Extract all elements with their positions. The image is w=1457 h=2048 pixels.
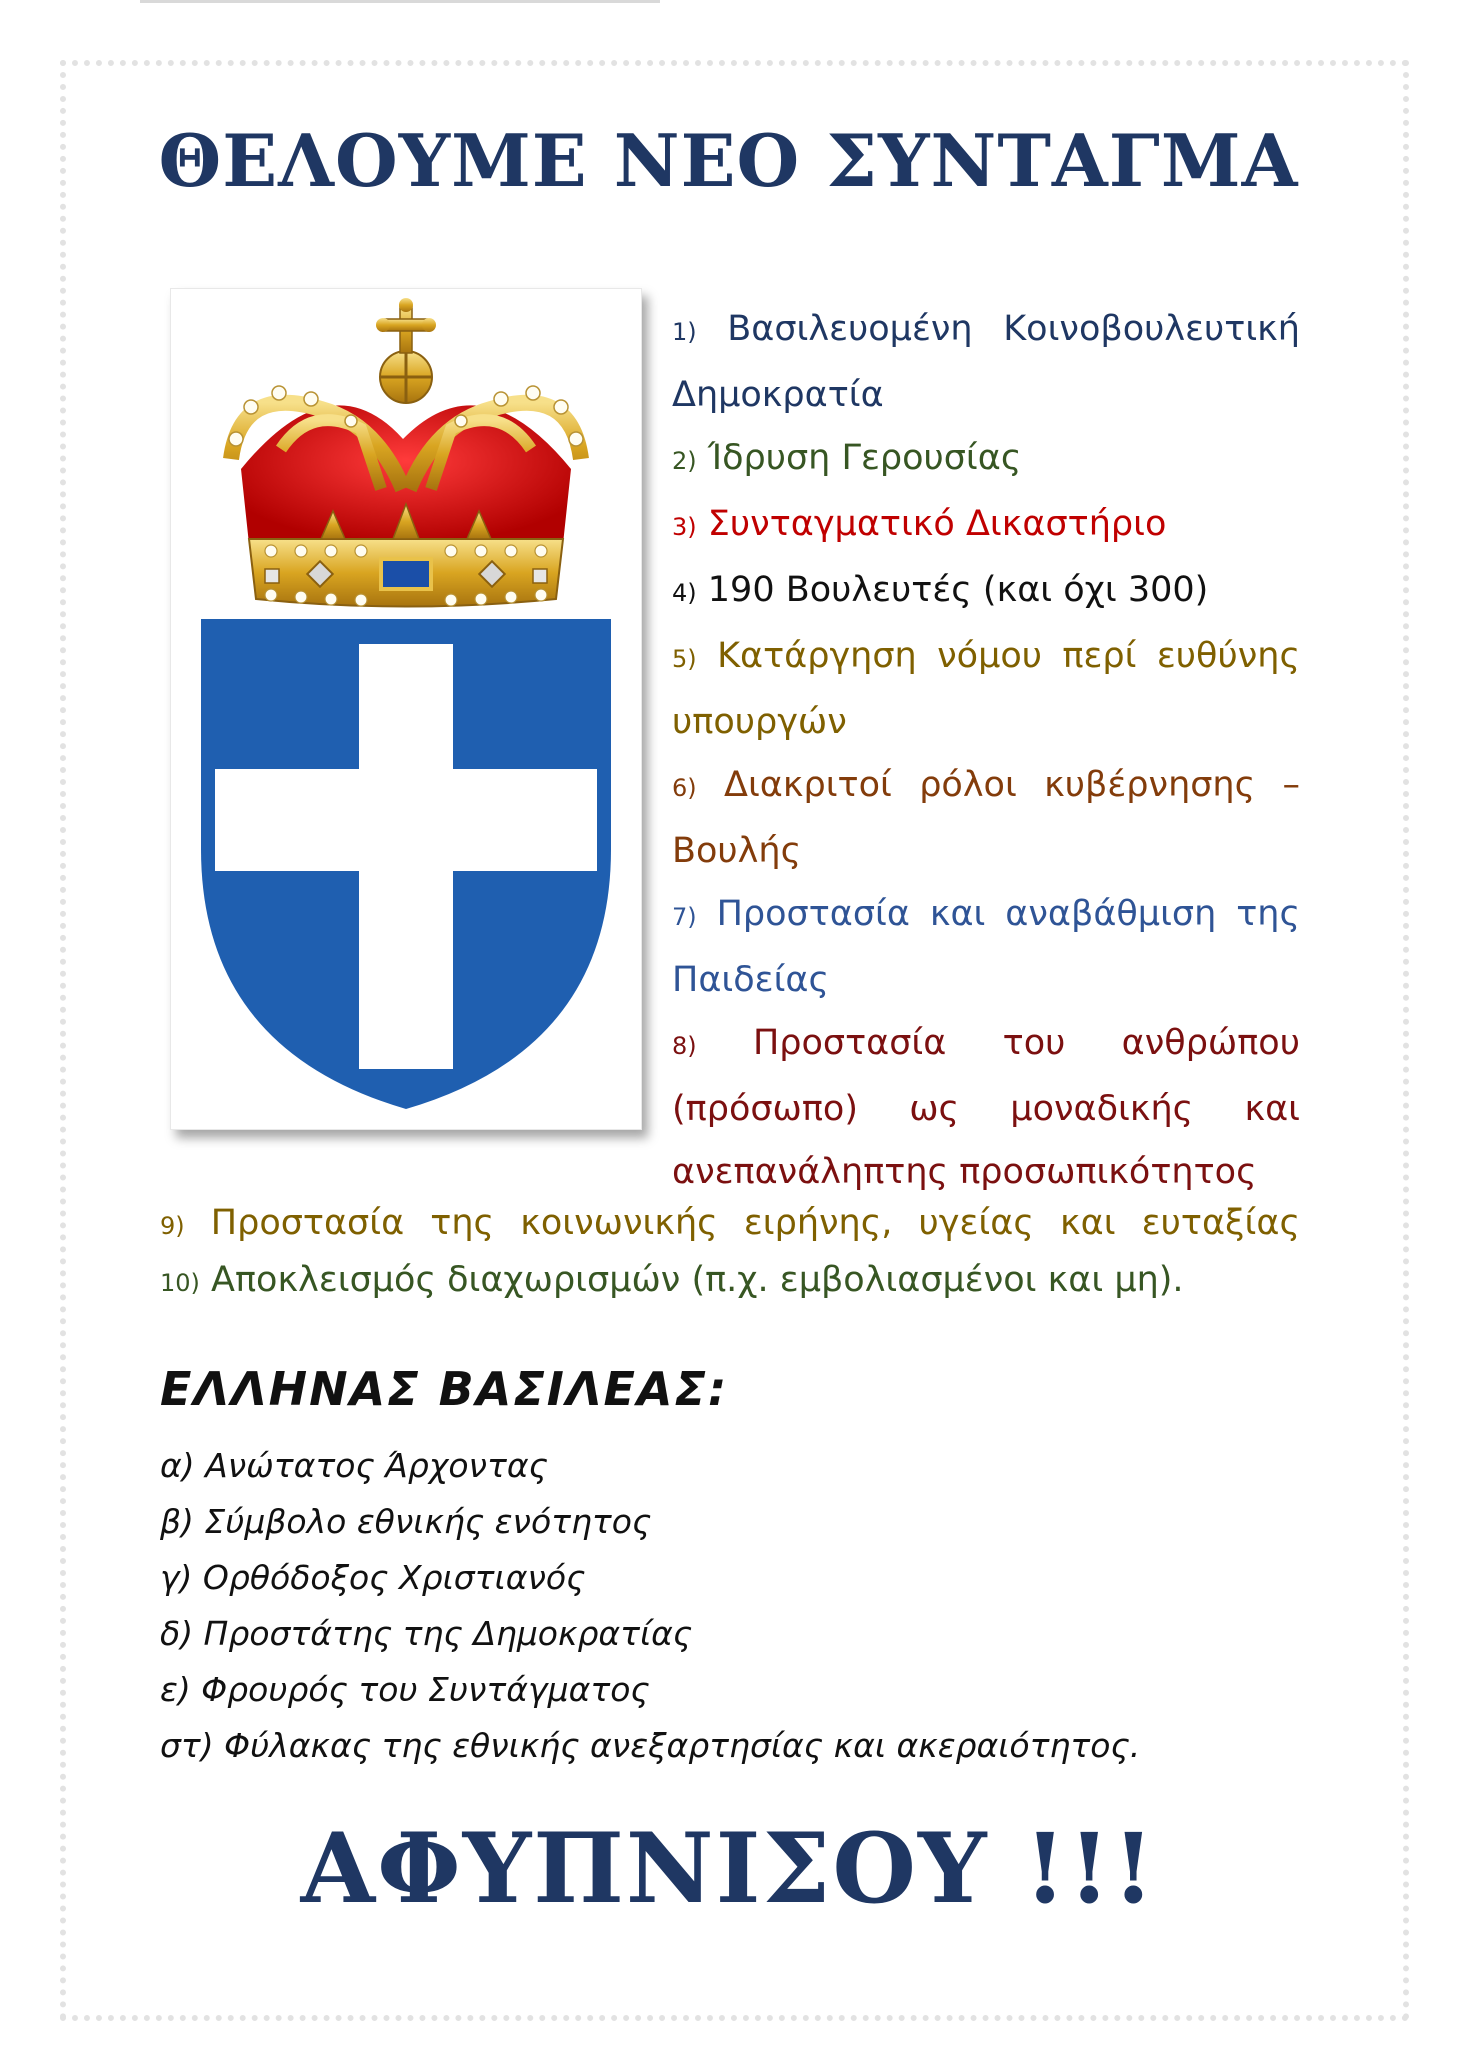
item-number: 6) <box>672 774 697 802</box>
demands-list <box>672 298 1300 1204</box>
item-number: 9) <box>160 1212 185 1240</box>
list-item <box>160 1253 1300 1310</box>
king-roles-list <box>160 1438 1260 1774</box>
list-item <box>672 625 1300 754</box>
demands-list-continued <box>160 1196 1300 1310</box>
list-item: στ) Φύλακας της εθνικής ανεξαρτησίας και ακεραιότητος. <box>160 1726 1141 1765</box>
list-item <box>672 427 1300 493</box>
list-item <box>160 1196 1300 1253</box>
list-item <box>672 559 1300 625</box>
list-item: α) Ανώτατος Άρχοντας <box>160 1446 548 1485</box>
closing-slogan: ΑΦΥΠΝΙΣΟΥ !!! <box>300 1812 1157 1925</box>
item-text: Συνταγματικό Δικαστήριο <box>707 504 1167 544</box>
list-item: ε) Φρουρός του Συντάγματος <box>160 1670 650 1709</box>
list-item: β) Σύμβολο εθνικής ενότητος <box>160 1502 652 1541</box>
item-text: 190 Βουλευτές (και όχι 300) <box>707 570 1209 610</box>
list-item <box>672 1012 1300 1204</box>
page-title: ΘΕΛΟΥΜΕ ΝΕΟ ΣΥΝΤΑΓΜΑ <box>158 118 1299 203</box>
item-text: Βασιλευομένη Κοινοβουλευτική Δημοκρατία <box>672 309 1300 415</box>
item-number: 2) <box>672 447 697 475</box>
item-number: 8) <box>672 1032 697 1060</box>
item-text: Διακριτοί ρόλοι κυβέρνησης – Βουλής <box>672 765 1300 871</box>
item-number: 10) <box>160 1269 200 1297</box>
list-item <box>672 754 1300 883</box>
item-number: 7) <box>672 903 697 931</box>
coat-of-arms-frame <box>170 288 642 1130</box>
list-item: γ) Ορθόδοξος Χριστιανός <box>160 1558 586 1597</box>
item-text: Προστασία και αναβάθμιση της Παιδείας <box>672 894 1300 1000</box>
item-number: 3) <box>672 513 697 541</box>
list-item: δ) Προστάτης της Δημοκρατίας <box>160 1614 693 1653</box>
greek-royal-coat-of-arms-icon <box>171 289 641 1129</box>
item-text: Ίδρυση Γερουσίας <box>707 438 1022 478</box>
list-item <box>672 493 1300 559</box>
top-edge-mark <box>140 0 660 3</box>
item-number: 1) <box>672 318 697 346</box>
item-text: Αποκλεισμός διαχωρισμών (π.χ. εμβολιασμένοι και μη). <box>211 1260 1184 1300</box>
item-number: 5) <box>672 645 697 673</box>
king-heading: ΕΛΛΗΝΑΣ ΒΑΣΙΛΕΑΣ: <box>160 1362 729 1416</box>
list-item <box>672 883 1300 1012</box>
list-item <box>672 298 1300 427</box>
item-number: 4) <box>672 579 697 607</box>
item-text: Προστασία της κοινωνικής ειρήνης, υγείας και ευταξίας <box>210 1203 1300 1243</box>
item-text: Προστασία του ανθρώπου (πρόσωπο) ως μοναδικής και ανεπανάληπτης προσωπικότητος <box>672 1023 1300 1192</box>
item-text: Κατάργηση νόμου περί ευθύνης υπουργών <box>672 636 1300 742</box>
